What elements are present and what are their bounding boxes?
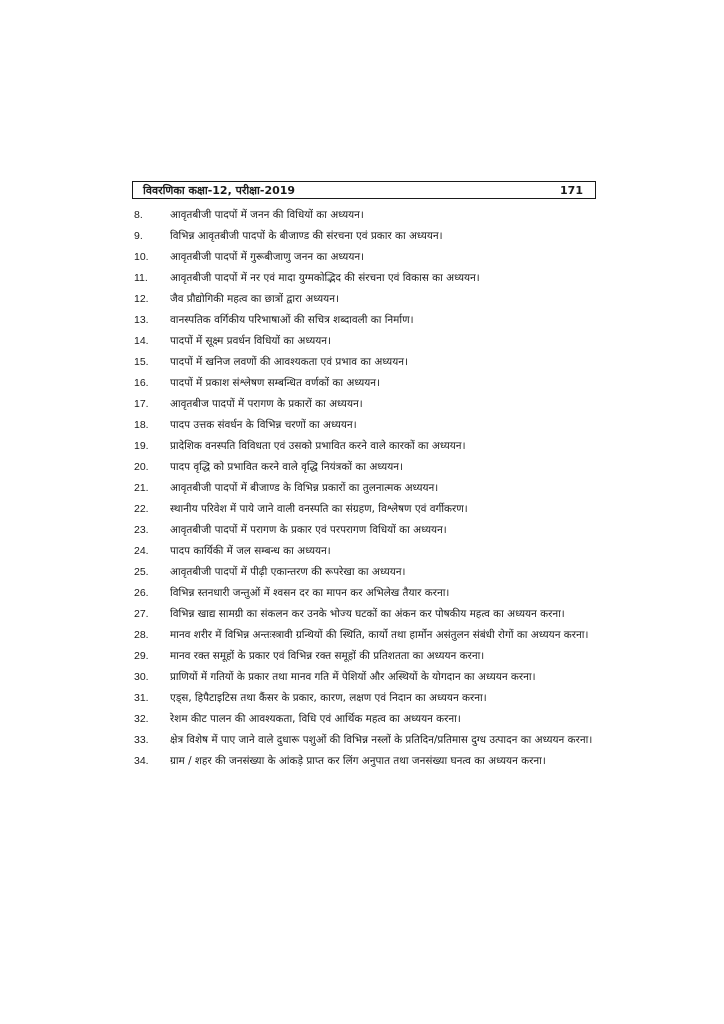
list-item-number: 15. — [134, 356, 149, 368]
list-item — [0, 478, 724, 499]
list-item-text: वानस्पतिक वर्गिकीय परिभाषाओं की सचित्र शब्दावली का निर्माण। — [170, 314, 414, 326]
list-item-text: विभिन्न खाद्य सामग्री का संकलन कर उनके भोज्य घटकों का अंकन कर पोषकीय महत्व का अध्ययन करना। — [170, 608, 565, 620]
list-item-text: आवृतबीजी पादपों में गुरूबीजाणु जनन का अध्ययन। — [170, 251, 365, 263]
list-item-number: 23. — [134, 524, 149, 536]
list-item-number: 28. — [134, 629, 149, 641]
list-item-text: मानव रक्त समूहों के प्रकार एवं विभिन्न रक्त समूहों की प्रतिशतता का अध्ययन करना। — [170, 650, 485, 662]
list-item-number: 21. — [134, 482, 149, 494]
list-item-text: पादप वृद्धि को प्रभावित करने वाले वृद्धि नियंत्रकों का अध्ययन। — [170, 461, 403, 473]
list-item-number: 9. — [134, 230, 143, 242]
list-item-text: पादप कार्यिकी में जल सम्बन्ध का अध्ययन। — [170, 545, 331, 557]
list-item-number: 31. — [134, 692, 149, 704]
list-item — [0, 394, 724, 415]
list-item — [0, 499, 724, 520]
list-item — [0, 205, 724, 226]
list-item-number: 8. — [134, 209, 143, 221]
list-item-text: आवृतबीजी पादपों में परागण के प्रकार एवं परपरागण विधियों का अध्ययन। — [170, 524, 447, 536]
list-item-number: 29. — [134, 650, 149, 662]
list-item-number: 11. — [134, 272, 148, 284]
header-title: विवरणिका कक्षा-12, परीक्षा-2019 — [143, 183, 296, 197]
list-item-number: 17. — [134, 398, 149, 410]
list-item-text: पादपों में सूक्ष्म प्रवर्धन विधियों का अध्ययन। — [170, 335, 331, 347]
list-item-number: 20. — [134, 461, 149, 473]
list-item — [0, 457, 724, 478]
list-item-text: विभिन्न स्तनधारी जन्तुओं में श्वसन दर का मापन कर अभिलेख तैयार करना। — [170, 587, 450, 599]
list-item — [0, 331, 724, 352]
list-item-number: 18. — [134, 419, 149, 431]
list-item-number: 12. — [134, 293, 149, 305]
list-item — [0, 751, 724, 772]
page-header — [132, 181, 596, 199]
list-item-text: विभिन्न आवृतबीजी पादपों के बीजाण्ड की संरचना एवं प्रकार का अध्ययन। — [170, 230, 443, 242]
list-item — [0, 730, 724, 751]
list-item — [0, 709, 724, 730]
list-item-text: आवृतबीजी पादपों में जनन की विधियों का अध्ययन। — [170, 209, 364, 221]
list-item-text: आवृतबीजी पादपों में नर एवं मादा युग्मकोद्भिद की संरचना एवं विकास का अध्ययन। — [170, 272, 480, 284]
list-item-text: ग्राम / शहर की जनसंख्या के आंकड़े प्राप्त कर लिंग अनुपात तथा जनसंख्या घनत्व का अध्ययन करना। — [170, 755, 546, 767]
list-item-number: 19. — [134, 440, 149, 452]
list-item — [0, 268, 724, 289]
list-item — [0, 688, 724, 709]
list-item-number: 32. — [134, 713, 149, 725]
list-item — [0, 415, 724, 436]
list-item-number: 16. — [134, 377, 149, 389]
activity-list — [0, 205, 724, 772]
list-item-number: 33. — [134, 734, 149, 746]
list-item-text: प्रादेशिक वनस्पति विविधता एवं उसको प्रभावित करने वाले कारकों का अध्ययन। — [170, 440, 466, 452]
list-item-number: 22. — [134, 503, 149, 515]
list-item-text: क्षेत्र विशेष में पाए जाने वाले दुधारू पशुओं की विभिन्न नस्लों के प्रतिदिन/प्रतिमास दुग्ध उत्पादन का अध्ययन करना। — [170, 734, 593, 746]
list-item — [0, 562, 724, 583]
list-item — [0, 541, 724, 562]
list-item — [0, 583, 724, 604]
list-item-number: 24. — [134, 545, 149, 557]
list-item-number: 25. — [134, 566, 149, 578]
list-item — [0, 247, 724, 268]
page-number: 171 — [560, 183, 583, 197]
list-item-text: मानव शरीर में विभिन्न अन्तःस्त्रावी ग्रन्थियों की स्थिति, कार्यो तथा हार्मोन असंतुलन संबंधी रोगों का अध्ययन करना। — [170, 629, 589, 641]
list-item-number: 13. — [134, 314, 149, 326]
list-item-text: एड्स, हिपैटाइटिस तथा कैंसर के प्रकार, कारण, लक्षण एवं निदान का अध्ययन करना। — [170, 692, 487, 704]
list-item-text: आवृतबीज पादपों में परागण के प्रकारों का अध्ययन। — [170, 398, 363, 410]
list-item — [0, 352, 724, 373]
list-item-number: 30. — [134, 671, 149, 683]
list-item — [0, 310, 724, 331]
list-item-number: 26. — [134, 587, 149, 599]
list-item-number: 34. — [134, 755, 149, 767]
list-item-text: पादपों में खनिज लवणों की आवश्यकता एवं प्रभाव का अध्ययन। — [170, 356, 408, 368]
list-item — [0, 646, 724, 667]
list-item — [0, 373, 724, 394]
list-item-number: 14. — [134, 335, 149, 347]
list-item — [0, 436, 724, 457]
list-item-number: 10. — [134, 251, 149, 263]
list-item — [0, 604, 724, 625]
list-item-number: 27. — [134, 608, 149, 620]
list-item-text: आवृतबीजी पादपों में बीजाण्ड के विभिन्न प्रकारों का तुलनात्मक अध्ययन। — [170, 482, 439, 494]
list-item-text: स्थानीय परिवेश में पाये जाने वाली वनस्पति का संग्रहण, विश्लेषण एवं वर्गीकरण। — [170, 503, 468, 515]
list-item — [0, 667, 724, 688]
list-item — [0, 226, 724, 247]
list-item — [0, 520, 724, 541]
list-item — [0, 289, 724, 310]
list-item-text: आवृतबीजी पादपों में पीढ़ी एकान्तरण की रूपरेखा का अध्ययन। — [170, 566, 406, 578]
list-item-text: रेशम कीट पालन की आवश्यकता, विधि एवं आर्थिक महत्व का अध्ययन करना। — [170, 713, 461, 725]
list-item-text: प्राणियों में गतियों के प्रकार तथा मानव गति में पेशियों और अस्थियों के योगदान का अध्ययन करना। — [170, 671, 536, 683]
list-item-text: जैव प्रौद्योगिकी महत्व का छात्रों द्वारा अध्ययन। — [170, 293, 339, 305]
list-item-text: पादप उत्तक संवर्धन के विभिन्न चरणों का अध्ययन। — [170, 419, 357, 431]
list-item — [0, 625, 724, 646]
list-item-text: पादपों में प्रकाश संश्लेषण सम्बन्धित वर्णकों का अध्ययन। — [170, 377, 381, 389]
